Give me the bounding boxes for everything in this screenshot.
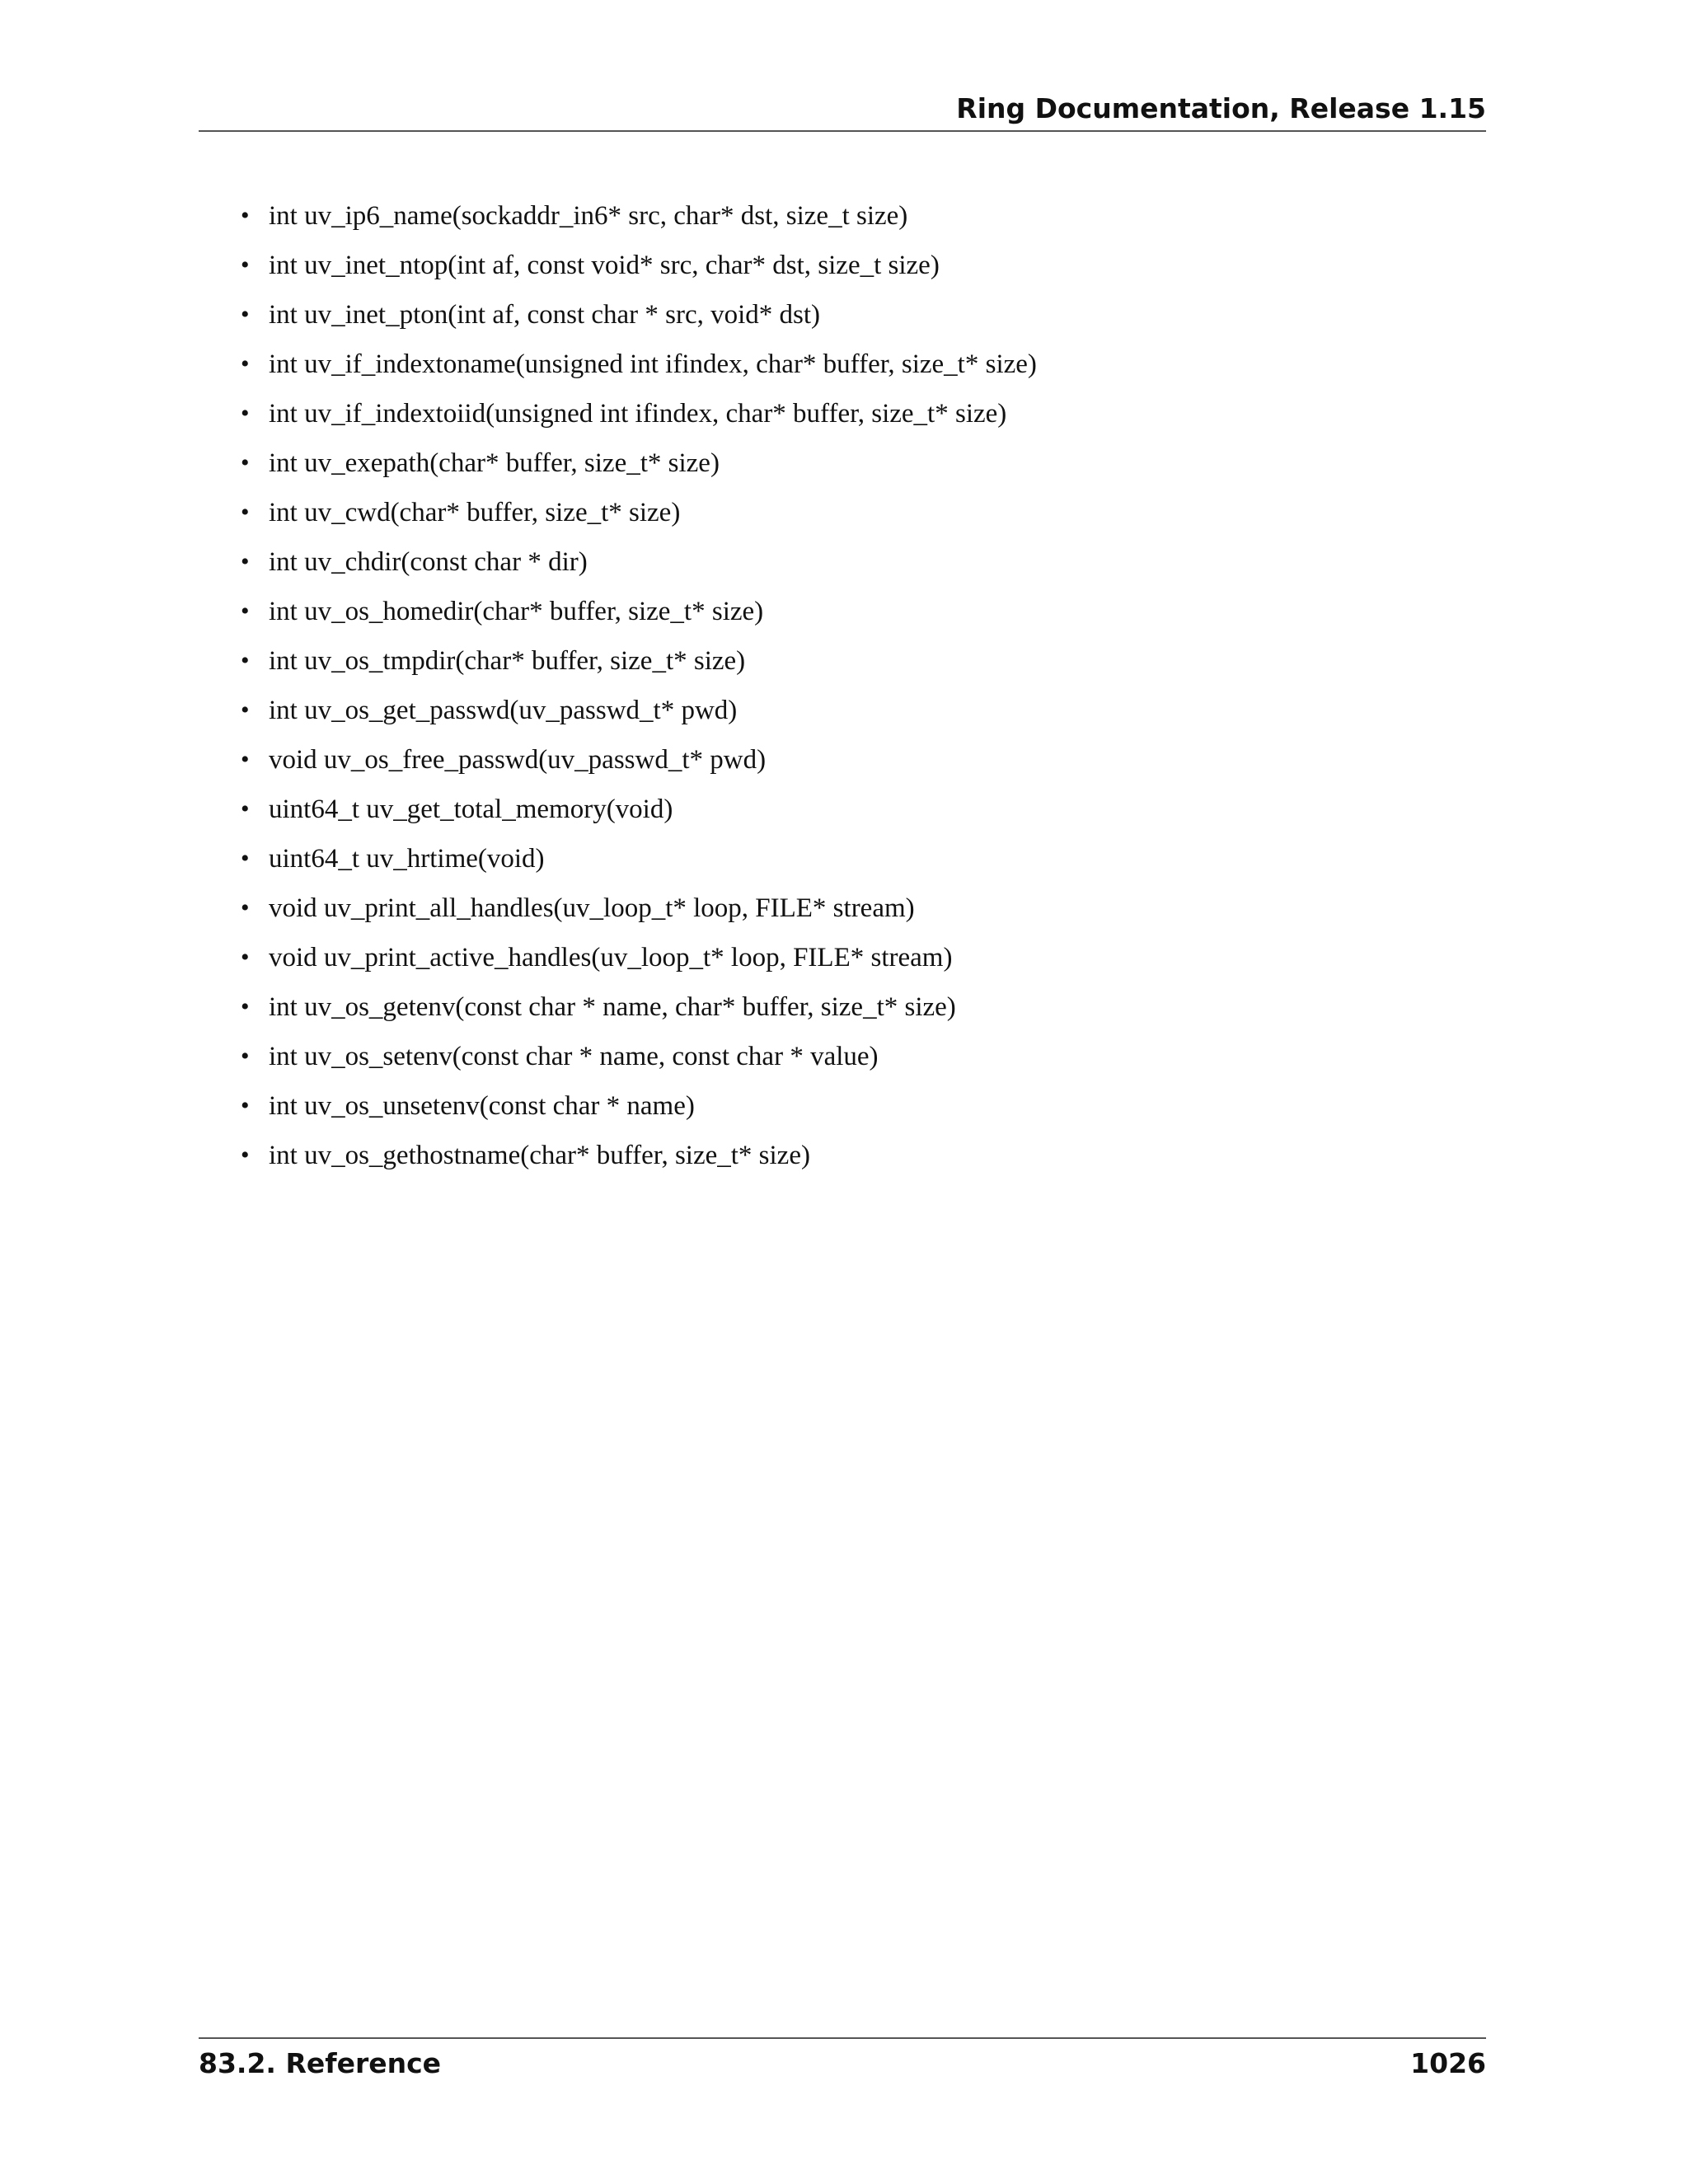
bullet-icon: • xyxy=(241,696,250,724)
function-signature: int uv_if_indextoiid(unsigned int ifindex, char* buffer, size_t* size) xyxy=(269,399,1007,429)
function-signature: int uv_os_get_passwd(uv_passwd_t* pwd) xyxy=(269,696,738,725)
list-item xyxy=(241,247,1037,297)
bullet-icon: • xyxy=(241,251,250,279)
list-item xyxy=(241,593,1037,643)
list-item xyxy=(241,494,1037,544)
page-header xyxy=(199,91,1486,132)
bullet-icon: • xyxy=(241,845,250,872)
bullet-icon: • xyxy=(241,499,250,526)
function-signature: int uv_chdir(const char * dir) xyxy=(269,547,588,577)
function-signature: int uv_if_indextoname(unsigned int ifindex, char* buffer, size_t* size) xyxy=(269,349,1037,379)
bullet-icon: • xyxy=(241,993,250,1020)
function-signature: int uv_ip6_name(sockaddr_in6* src, char* dst, size_t size) xyxy=(269,201,908,231)
function-signature: int uv_os_homedir(char* buffer, size_t* size) xyxy=(269,597,764,626)
section-reference: 83.2. Reference xyxy=(199,2047,442,2079)
list-item xyxy=(241,1137,1037,1187)
function-signature: int uv_cwd(char* buffer, size_t* size) xyxy=(269,498,681,527)
list-item xyxy=(241,198,1037,247)
bullet-icon: • xyxy=(241,795,250,823)
bullet-icon: • xyxy=(241,449,250,476)
bullet-icon: • xyxy=(241,350,250,377)
function-signature: int uv_os_setenv(const char * name, const char * value) xyxy=(269,1042,879,1071)
function-signature: void uv_os_free_passwd(uv_passwd_t* pwd) xyxy=(269,745,767,775)
page-footer xyxy=(199,2037,1486,2087)
list-item xyxy=(241,1038,1037,1088)
bullet-icon: • xyxy=(241,548,250,575)
list-item xyxy=(241,940,1037,989)
list-item xyxy=(241,297,1037,346)
bullet-icon: • xyxy=(241,598,250,625)
function-signature: int uv_exepath(char* buffer, size_t* size) xyxy=(269,448,720,478)
list-item xyxy=(241,791,1037,841)
bullet-icon: • xyxy=(241,202,250,229)
function-signature: int uv_os_gethostname(char* buffer, size_t* size) xyxy=(269,1141,810,1170)
list-item xyxy=(241,544,1037,593)
list-item xyxy=(241,643,1037,692)
document-title: Ring Documentation, Release 1.15 xyxy=(956,92,1486,124)
list-item xyxy=(241,396,1037,445)
list-item xyxy=(241,989,1037,1038)
bullet-icon: • xyxy=(241,1092,250,1119)
function-signature: int uv_os_unsetenv(const char * name) xyxy=(269,1091,695,1121)
function-signature: int uv_inet_ntop(int af, const void* src, char* dst, size_t size) xyxy=(269,251,940,280)
function-signature: uint64_t uv_get_total_memory(void) xyxy=(269,794,673,824)
function-signature: int uv_inet_pton(int af, const char * src, void* dst) xyxy=(269,300,821,330)
list-item xyxy=(241,346,1037,396)
function-signature: void uv_print_active_handles(uv_loop_t* loop, FILE* stream) xyxy=(269,943,953,972)
bullet-icon: • xyxy=(241,944,250,971)
bullet-icon: • xyxy=(241,894,250,921)
list-item xyxy=(241,445,1037,494)
bullet-icon: • xyxy=(241,1043,250,1070)
list-item xyxy=(241,890,1037,940)
page-number: 1026 xyxy=(1410,2047,1486,2079)
list-item xyxy=(241,742,1037,791)
list-item xyxy=(241,841,1037,890)
bullet-icon: • xyxy=(241,301,250,328)
bullet-icon: • xyxy=(241,647,250,674)
function-signature: uint64_t uv_hrtime(void) xyxy=(269,844,545,874)
list-item xyxy=(241,1088,1037,1137)
list-item xyxy=(241,692,1037,742)
function-list xyxy=(241,198,1037,1187)
bullet-icon: • xyxy=(241,1141,250,1169)
function-signature: void uv_print_all_handles(uv_loop_t* loop, FILE* stream) xyxy=(269,893,915,923)
bullet-icon: • xyxy=(241,400,250,427)
function-signature: int uv_os_getenv(const char * name, char* buffer, size_t* size) xyxy=(269,992,956,1022)
bullet-icon: • xyxy=(241,746,250,773)
function-signature: int uv_os_tmpdir(char* buffer, size_t* size) xyxy=(269,646,746,676)
